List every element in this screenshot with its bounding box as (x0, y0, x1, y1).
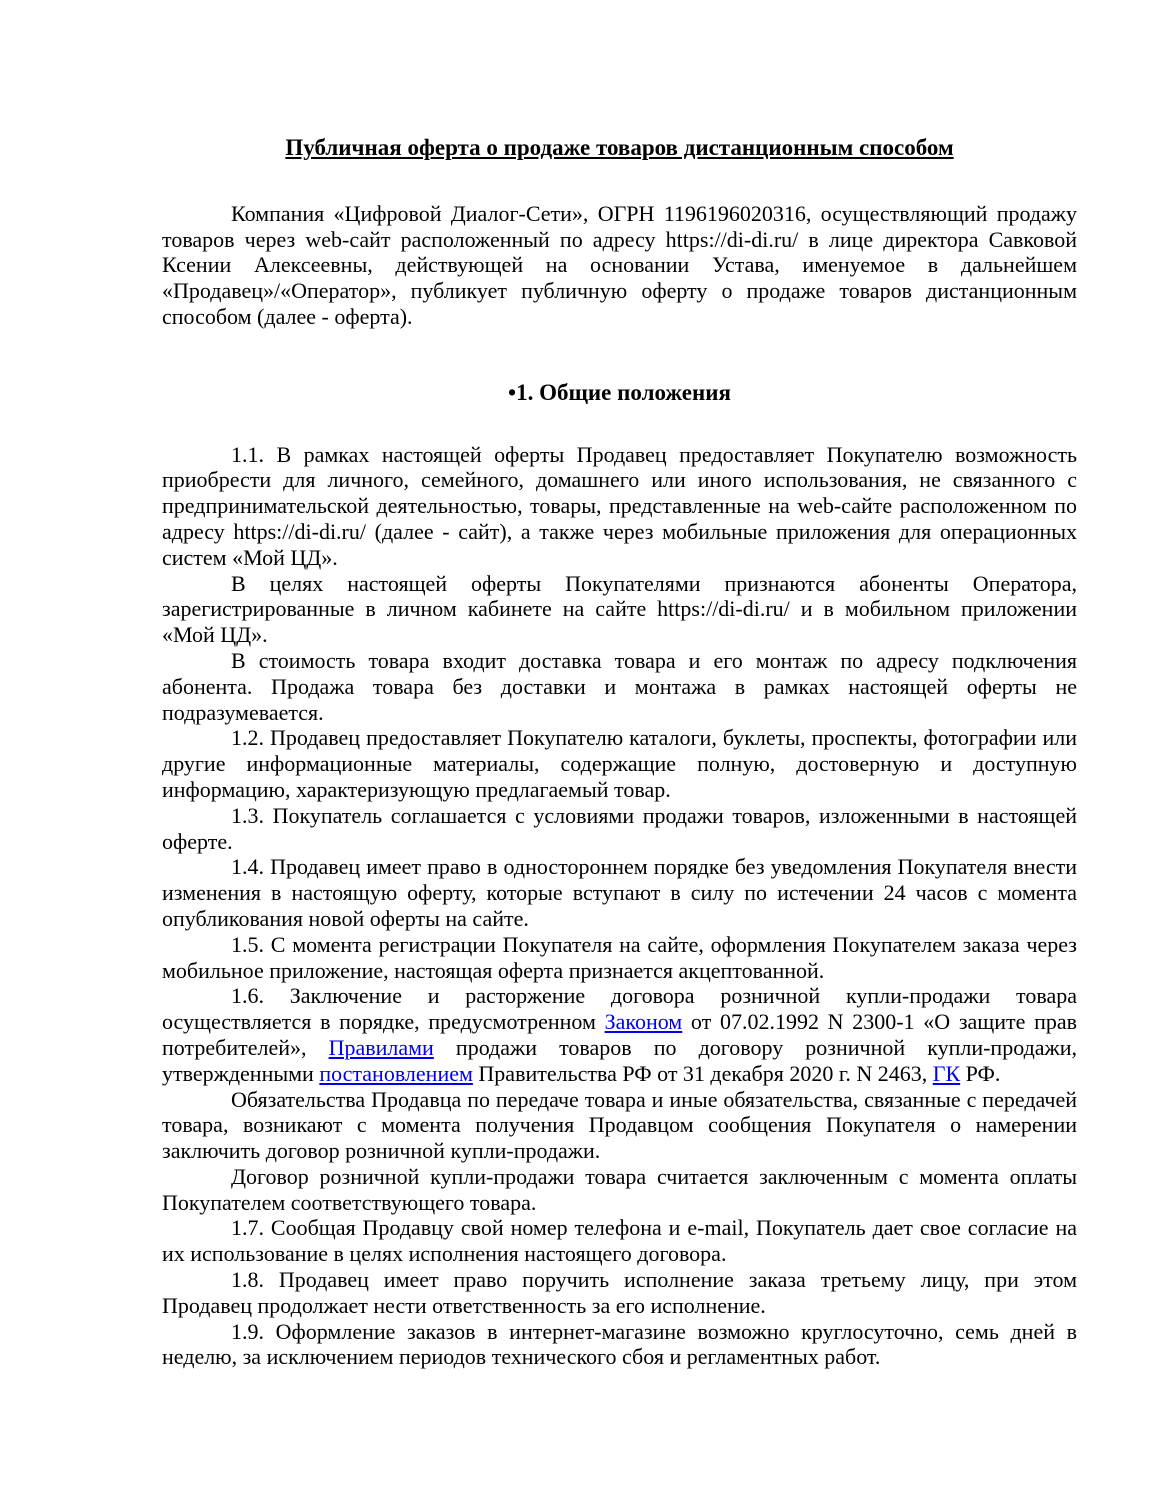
paragraph-1-6-text-segment: от 07.02.1992 N 2300-1 «О защите прав потребителей», (162, 1009, 1078, 1060)
paragraph-1-8: 1.8. Продавец имеет право поручить исполнение заказа третьему лицу, при этом Продавец продолжает нести ответственность за его исполнение. (162, 1267, 1077, 1318)
intro-paragraph: Компания «Цифровой Диалог-Сети», ОГРН 1196196020316, осуществляющий продажу товаров через web-сайт расположенный по адресу https://di-di.ru/ в лице директора Савковой Ксении Алексеевны, действующей на основании Устава, именуемое в дальнейшем «Продавец»/«Оператор», публикует публичную оферту о продаже товаров дистанционным способом (далее - оферта). (162, 200, 1077, 329)
document-title: Публичная оферта о продаже товаров дистанционным способом (285, 135, 954, 160)
paragraph-1-4: 1.4. Продавец имеет право в одностороннем порядке без уведомления Покупателя внести изменения в настоящую оферту, которые вступают в силу по истечении 24 часов с момента опубликования новой оферты на сайте. (162, 854, 1077, 931)
paragraph-1-1: 1.1. В рамках настоящей оферты Продавец предоставляет Покупателю возможность приобрести для личного, семейного, домашнего или иного использования, не связанного с предпринимательской деятельностью, товары, представленные на web-сайте расположенном по адресу https://di-di.ru/ (далее - сайт), а также через мобильные приложения для операционных систем «Мой ЦД». (162, 441, 1077, 570)
government-resolution-link[interactable]: постановлением (319, 1060, 473, 1086)
paragraph-1-6-text-segment: РФ. (960, 1060, 1001, 1086)
section-1-heading: •1. Общие положения (508, 379, 731, 405)
paragraph-1-6-text-segment: продажи товаров по договору розничной купли-продажи, утвержденными (162, 1034, 1077, 1086)
paragraph-1-9: 1.9. Оформление заказов в интернет-магазине возможно круглосуточно, семь дней в неделю, за исключением периодов технического сбоя и регламентных работ. (162, 1318, 1077, 1370)
paragraph-1-5: 1.5. С момента регистрации Покупателя на сайте, оформления Покупателем заказа через мобильное приложение, настоящая оферта признается акцептованной. (162, 931, 1077, 983)
paragraph-contract-concluded: Договор розничной купли-продажи товара считается заключенным с момента оплаты Покупателем соответствующего товара. (162, 1163, 1077, 1215)
paragraph-buyers-definition: В целях настоящей оферты Покупателями признаются абоненты Оператора, зарегистрированные в личном кабинете на сайте https://di-di.ru/ и в мобильном приложении «Мой ЦД». (162, 570, 1077, 648)
paragraph-1-6-text-segment: Правительства РФ от 31 декабря 2020 г. N 2463, (472, 1060, 933, 1086)
paragraph-seller-obligations: Обязательства Продавца по передаче товара и иные обязательства, связанные с передачей товара, возникают с момента получения Продавцом сообщения Покупателя о намерении заключить договор розничной купли-продажи. (162, 1086, 1077, 1164)
civil-code-link[interactable]: ГК (932, 1060, 961, 1086)
consumer-protection-law-link[interactable]: Законом (604, 1009, 683, 1035)
paragraph-1-6-text-segment: 1.6. Заключение и расторжение договора розничной купли-продажи товара осуществляется в порядке, предусмотренном (162, 983, 1077, 1035)
sales-rules-link[interactable]: Правилами (328, 1034, 434, 1060)
paragraph-1-2: 1.2. Продавец предоставляет Покупателю каталоги, буклеты, проспекты, фотографии или другие информационные материалы, содержащие полную, достоверную и доступную информацию, характеризующую предлагаемый товар. (162, 725, 1077, 802)
paragraph-1-3: 1.3. Покупатель соглашается с условиями продажи товаров, изложенными в настоящей оферте. (162, 802, 1077, 854)
paragraph-1-6 (162, 983, 1077, 1086)
paragraph-price-includes-delivery: В стоимость товара входит доставка товара и его монтаж по адресу подключения абонента. Продажа товара без доставки и монтажа в рамках настоящей оферты не подразумевается. (162, 647, 1077, 725)
paragraph-1-7: 1.7. Сообщая Продавцу свой номер телефона и e-mail, Покупатель дает свое согласие на их использование в целях исполнения настоящего договора. (162, 1215, 1077, 1267)
